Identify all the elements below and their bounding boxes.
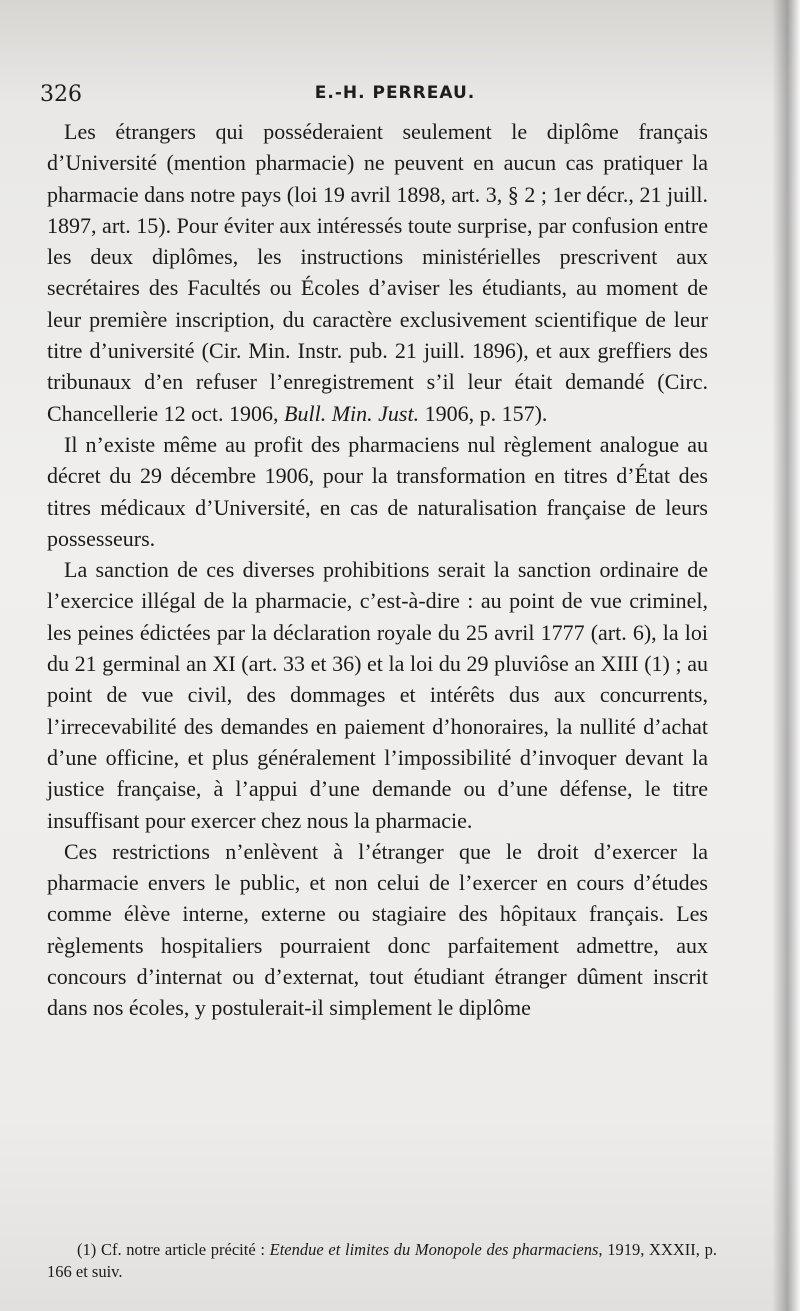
paragraph-1-italic-citation: Bull. Min. Just.	[284, 400, 420, 426]
paragraph-4: Ces restrictions n’enlèvent à l’étranger que le droit d’exercer la pharmacie envers le public, et non celui de l’exercer en cours d’études comme élève interne, externe ou stagiaire des hôpitaux français. Les règlements hospitaliers pourraient donc parfaitement admettre, aux concours d’internat ou d’externat, tout étudiant étranger dûment inscrit dans nos écoles, y postulerait-il simplement le diplôme	[47, 838, 708, 1021]
page-number: 326	[40, 82, 82, 107]
page-header	[40, 78, 720, 108]
footnote-text: Cf. notre article précité :	[100, 1240, 270, 1259]
footnote-marker: (1)	[77, 1240, 97, 1259]
footnote-tail: , 1919, XXXII, p. 166 et suiv.	[47, 1240, 717, 1281]
running-head: E.-H. PERREAU.	[314, 83, 476, 103]
body-text	[47, 116, 708, 1024]
page-edge-shadow	[772, 0, 800, 1311]
footnote	[47, 1239, 717, 1283]
paragraph-1	[47, 116, 708, 429]
paragraph-1-tail: 1906, p. 157).	[419, 400, 548, 426]
footnote-italic-title: Etendue et limites du Monopole des pharmaciens	[269, 1240, 599, 1259]
paragraph-2: Il n’existe même au profit des pharmaciens nul règlement analogue au décret du 29 décembre 1906, pour la transformation en titres d’État des titres médicaux d’Université, en cas de naturalisation française de leurs possesseurs.	[47, 431, 708, 551]
paragraph-1-text: Les étrangers qui posséderaient seulement le diplôme français d’Université (mention pharmacie) ne peuvent en aucun cas pratiquer la pharmacie dans notre pays (loi 19 avril 1898, art. 3, § 2 ; 1er décr., 21 juill. 1897, art. 15). Pour éviter aux intéressés toute surprise, par confusion entre les deux diplômes, les instructions ministérielles prescrivent aux secrétaires des Facultés ou Écoles d’aviser les étudiants, au moment de leur première inscription, du caractère exclusivement scientifique de leur titre d’université (Cir. Min. Instr. pub. 21 juill. 1896), et aux greffiers des tribunaux d’en refuser l’enregistrement s’il leur était demandé (Circ. Chancellerie 12 oct. 1906,	[47, 119, 708, 426]
paragraph-3: La sanction de ces diverses prohibitions serait la sanction ordinaire de l’exercice illégal de la pharmacie, c’est-à-dire : au point de vue criminel, les peines édictées par la déclaration royale du 25 avril 1777 (art. 6), la loi du 21 germinal an XI (art. 33 et 36) et la loi du 29 pluviôse an XIII (1) ; au point de vue civil, des dommages et intérêts dus aux concurrents, l’irrecevabilité des demandes en paiement d’honoraires, la nullité d’achat d’une officine, et plus généralement l’impossibilité d’invoquer devant la justice française, à l’appui d’une demande ou d’une défense, le titre insuffisant pour exercer chez nous la pharmacie.	[47, 557, 708, 833]
